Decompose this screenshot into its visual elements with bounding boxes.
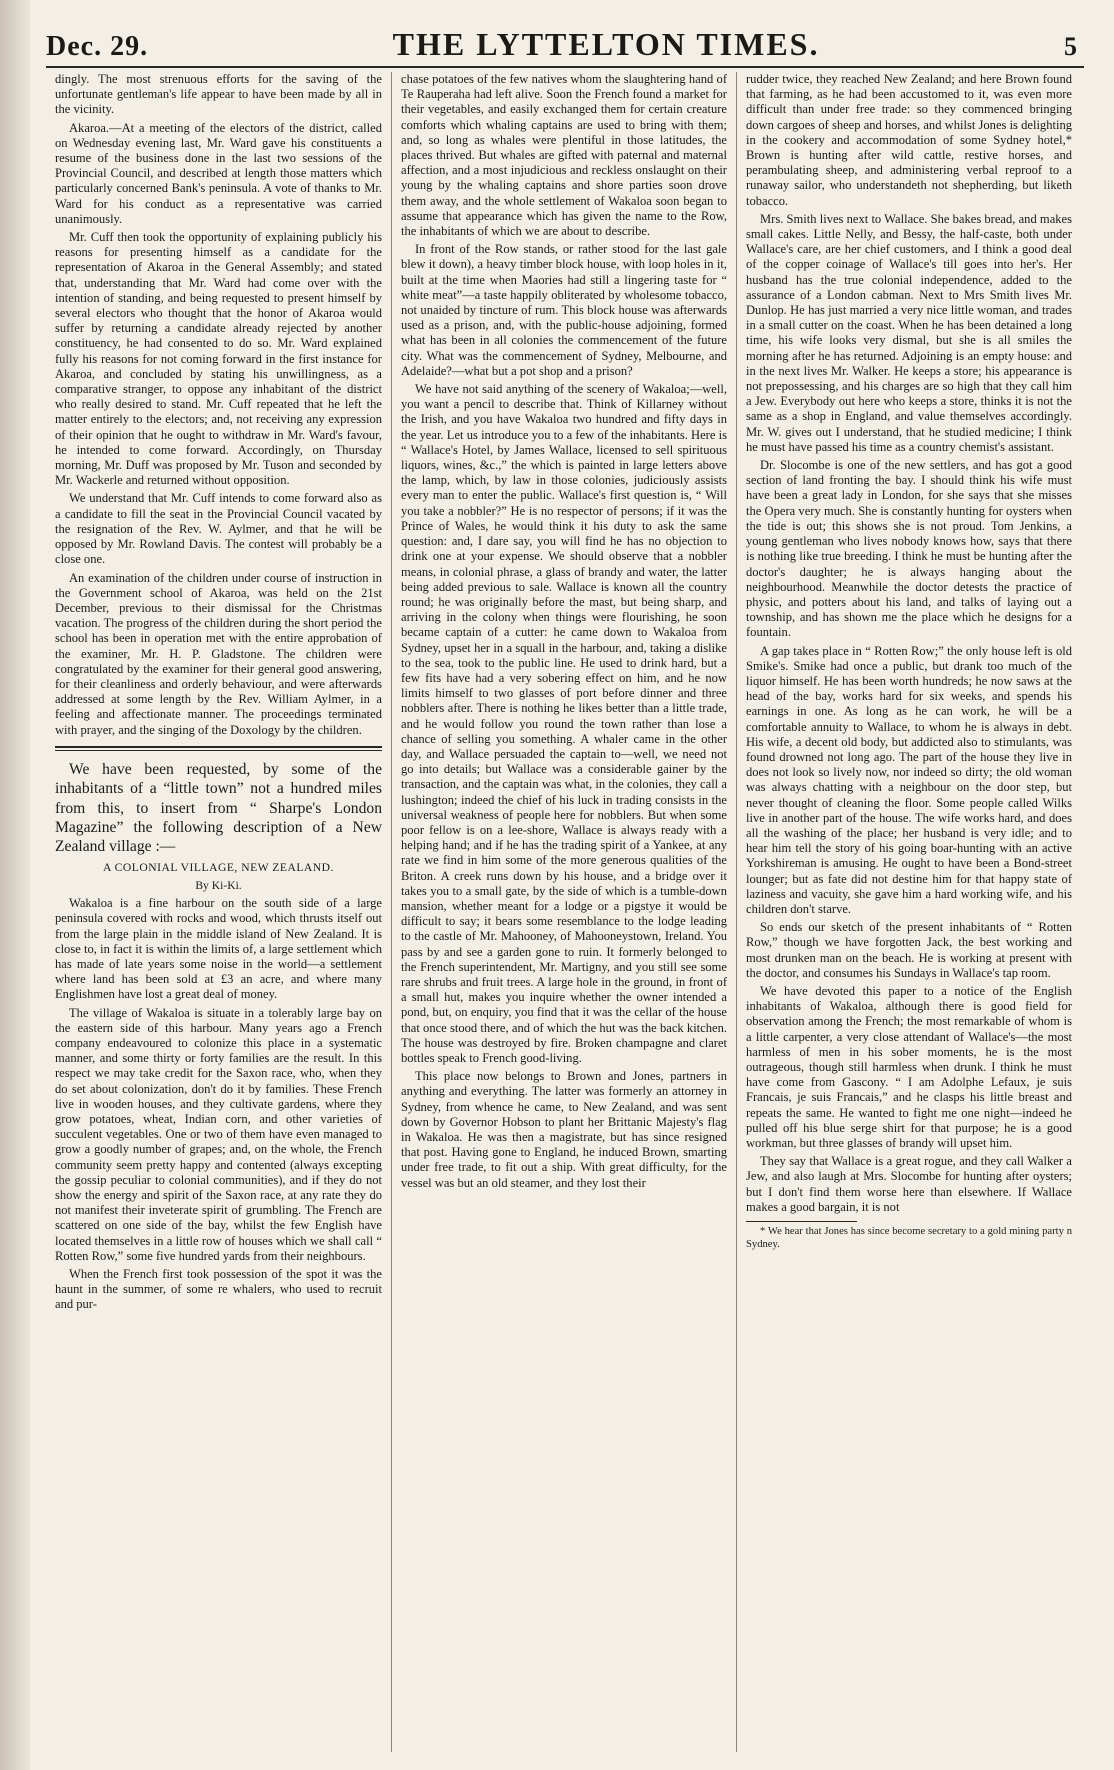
masthead: [46, 26, 1084, 68]
paragraph: rudder twice, they reached New Zealand; and here Brown found that farming, as he had been accustomed to it, was even more difficult than under free trade: so they commenced bringing down cargoes of sheep and horses, and whilst Jones is delighting in the cookery and accommodation of some Sydney hotel,* Brown is hunting after wild cattle, restive horses, and perambulating sheep, and administering verbal reproof to a runaway sailor, who understandeth not shepherding, but liketh tobacco.: [746, 72, 1072, 208]
footnote-rule: [746, 1221, 857, 1222]
column-3: [736, 72, 1081, 1752]
paragraph: They say that Wallace is a great rogue, and they call Walker a Jew, and also laugh at Mrs. Slocombe for hunting after oysters; but I don't find them worse here than elsewhere. If Wallace makes a good bargain, it is not: [746, 1154, 1072, 1214]
paragraph: This place now belongs to Brown and Jones, partners in anything and everything. The latter was formerly an attorney in Sydney, from whence he came, to New Zealand, and was sent down by Governor Hobson to plant her Brittanic Majesty's flag in Wakaloa. He was then a magistrate, but has since resigned that post. Having gone to England, he induced Brown, smarting under free trade, to fit out a ship. With great difficulty, for the vessel was but an old steamer, and they lost their: [401, 1069, 727, 1190]
paragraph: A gap takes place in “ Rotten Row;” the only house left is old Smike's. Smike had once a public, but drank too much of the liquor himself. He has been worth hundreds; he now saws at the head of the bay, works hard for six weeks, and spends his earnings in one. As long as he can work, he will be a comfortable annuity to Wallace, to whom he is always in debt. His wife, a decent old body, but addicted also to stimulants, was found drowned not long ago. The part of the house they live in does not look so lively now, nor indeed so dirty; the old woman was always chatting with a neighbour on the door step, but never thought of cleaning the floor. Some people called Wilks live in another part of the house. The wife works hard, and does all the washing of the place; her husband is very idle; and to hear him tell the story of his going boar-hunting with an active Yorkshireman is amusing. He ought to have been a Bond-street lounger; but as fate did not destine him for that happy state of laziness and vacuity, she gave him a hard working wife, and his children don't starve.: [746, 643, 1072, 916]
paragraph: Mrs. Smith lives next to Wallace. She bakes bread, and makes small cakes. Little Nelly, and Bessy, the half-caste, both under Wallace's care, are her chief customers, and I think a good deal of the copper coinage of Wallace's till goes into her's. Her husband has the true colonial independence, added to the assurance of a London cabman. Next to Mrs Smith lives Mr. Dunlop. He has just married a very nice little woman, and trades in a small cutter on the coast. When he has been detained a long time, his wife looks very dismal, but she is all smiles the morning after he has returned. Adjoining is an empty house: and in the next lives Mr. Walker. He keeps a store; his appearance is not prepossessing, and his charges are so high that they call him a Jew. Everybody out here who keeps a store, thinks it is not the same as a shop in England, and value themselves accordingly. Mr. W. gives out I understand, that he studied medicine; I think he must have passed his time as a country chemist's assistant.: [746, 211, 1072, 454]
binding-gutter: [0, 0, 30, 1770]
paragraph: Wakaloa is a fine harbour on the south side of a large peninsula covered with rocks and wood, which thrusts itself out from the large plain in the middle island of New Zealand. It is close to, in fact it is within the limits of, a large settlement which has made of late years some noise in the world—a settlement where land has been sold at £3 an acre, and where many Englishmen have lost a great deal of money.: [55, 896, 382, 1002]
paragraph: Dr. Slocombe is one of the new settlers, and has got a good section of land fronting the bay. I should think his wife must have been a great lady in London, for she says that she misses the Opera very much. She is constantly hunting for oysters when the tide is out; this shows she is not proud. Tom Jenkins, a young gentleman who lives nobody knows how, says that there is nothing like true breeding. I think he must be hunting after the doctor's daughter; he is always hanging about the neighbourhood. Meanwhile the doctor detests the practice of physic, and potters about his land, and talks of laying out a township, and has shown me the place which he designs for a fountain.: [746, 458, 1072, 640]
issue-date: Dec. 29.: [46, 31, 149, 62]
paragraph: Akaroa.—At a meeting of the electors of the district, called on Wednesday evening last, Mr. Ward gave his constituents a resume of the business done in the last two sessions of the Provincial Council, and described at length those matters which particularly concerned Bank's peninsula. A vote of thanks to Mr. Ward for his conduct as a representative was carried unanimously.: [55, 120, 382, 226]
paragraph: So ends our sketch of the present inhabitants of “ Rotten Row,” though we have forgotten Jack, the best working and most drunken man on the beach. He is working at present with the doctor, and consumes his Sundays in Wallace's tap room.: [746, 920, 1072, 980]
paragraph: We have not said anything of the scenery of Wakaloa;—well, you want a pencil to describe that. Think of Killarney without the Irish, and you have Wakaloa two hundred and fifty days in the year. Let us introduce you to a few of the inhabitants. Here is “ Wallace's Hotel, by James Wallace, licensed to sell spirituous liquors, wines, &c.,” the which is painted in large letters above the lamp, which, by law in those colonies, judiciously assists every man to enter the public. Wallace's first question is, “ Will you take a nobbler?” He is no respector of persons; if it was the Prince of Wales, he would think it his duty to ask the same question: and, I dare say, you will find he has no objection to drink one at your expense. We should observe that a nobbler means, in colonial phrase, a glass of brandy and water, the latter being added previous to sale. Wallace is known all the country round; he was originally before the mast, but being sharp, and arriving in the colony when things were flourishing, he soon became captain of a cutter: he came down to Wakaloa from Sydney, upset her in a squall in the harbour, and, taking a dislike to the sea, took to the public line. He used to drink hard, but a few fits have had a very sobering effect on him, and he now limits himself to two glasses of port before dinner and three nobblers after. There is nothing he likes better than a little trade, and he would follow you round the town rather than lose a chance of selling you something. A whaler came in the other day, and Wallace persuaded the captain to—well, we need not go into details; but Wallace was a considerable gainer by the transaction, and the captain was what, in the colonies, they call a lushington; indeed the chief of his luck in trading consists in the universal weakness of people here for nobblers. But when some poor fellow is on a lee-shore, Wallace is always ready with a helping hand; and if he has the trading spirit of a Yankee, at any rate we find in him some of the more generous qualities of the Briton. A creek runs down by his house, and a bridge over it takes you to a small gate, by the side of which is a tumble-down mansion, whether meant for a lodge or a pigstye it would be difficult to say; it bears some resemblance to the lodge leading to the castle of Mr. Mahooney, of Mahooneystown, Ireland. You pass by and see a garden gone to ruin. It formerly belonged to the French superintendent, Mr. Martigny, and you still see some rare shrubs and fruit trees. A large hole in the ground, in front of a small hut, makes you inquire whether the owner intended a pond, but, on enquiry, you find that it was the cellar of the house that once stood there, and of which the hut was the back kitchen. The house was destroyed by fire. Broken champagne and claret bottles speak to French good-living.: [401, 382, 727, 1065]
article-byline: By Ki-Ki.: [195, 878, 242, 892]
paragraph: We understand that Mr. Cuff intends to come forward also as a candidate to fill the seat in the Provincial Council vacated by the resignation of the Rev. W. Aylmer, and that he will be opposed by Mr. Rowland Davis. The contest will probably be a close one.: [55, 491, 382, 567]
page-number: 5: [1064, 32, 1078, 61]
paragraph: We have devoted this paper to a notice of the English inhabitants of Wakaloa, although there is good field for observation among the French; the most remarkable of whom is a little carpenter, a very close attendant of Wallace's—the most harmless of men in his sober moments, he is the most outrageous, though still harmless when drunk. I think he must have come from Gascony. “ I am Adolphe Lefaux, je suis Francais, je suis Francais,” and he clasps his little breast and repeats the same. He wanted to fight me one night—indeed he pulled off his blue serge shirt for that purpose; he is a good workman, but three glasses of brandy will upset him.: [746, 983, 1072, 1151]
paragraph: dingly. The most strenuous efforts for the saving of the unfortunate gentleman's life appear to have been made by all in the vicinity.: [55, 72, 382, 117]
newspaper-title: THE LYTTELTON TIMES.: [392, 26, 820, 62]
article-title: A COLONIAL VILLAGE, NEW ZEALAND.: [103, 860, 334, 874]
column-1: [46, 72, 391, 1752]
paragraph: The village of Wakaloa is situate in a tolerably large bay on the eastern side of this harbour. Many years ago a French company endeavoured to colonize this place in a systematic manner, and some thirty or forty families are the result. In this respect we may take credit for the Saxon race, who, when they do set about colonization, don't do it by families. These French live in wooden houses, and they cultivate gardens, where they grow potatoes, wheat, Indian corn, and other varieties of succulent vegetables. One or two of them have even managed to grow a goodly number of grapes; and, on the whole, the French community seem pretty happy and contented (always excepting the gossip peculiar to colonial communities), and if they do not show the energy and spirit of the Saxon race, at any rate they do not manifest their inveterate spirit of grumbling. The French are scattered on one side of the bay, whilst the few English have located themselves in a little row of houses which we shall call “ Rotten Row,” some five hundred yards from their neighbours.: [55, 1005, 382, 1263]
column-2: [391, 72, 736, 1752]
columns: [46, 72, 1084, 1752]
paragraph: Mr. Cuff then took the opportunity of explaining publicly his reasons for presenting himself as a candidate for the representation of Akaroa in the General Assembly; and stated that, understanding that Mr. Ward had come over with the intention of standing, and being requested to present himself by several electors who thought that the honor of Akaroa would suffer by returning a candidate already rejected by another constituency, he had consented to do so. Mr. Ward explained fully his reasons for not coming forward in the first instance for Akaroa, and concluded by stating his unwillingness, as a comparative stranger, to oppose any inhabitant of the district who really desired to stand. Mr. Cuff repeated that he left the matter entirely to the electors; and, not receiving any expression of their opinion that he ought to withdraw in Mr. Ward's favour, he intended to come forward. Accordingly, on Thursday morning, Mr. Duff was proposed by Mr. Tuson and seconded by Mr. Wackerle and returned without opposition.: [55, 230, 382, 488]
article-intro: We have been requested, by some of the inhabitants of a “little town” not a hundred miles from this, to insert from “ Sharpe's London Magazine” the following description of a New Zealand village :—: [55, 760, 382, 856]
footnote: * We hear that Jones has since become secretary to a gold mining party n Sydney.: [746, 1226, 1072, 1251]
paragraph: In front of the Row stands, or rather stood for the last gale blew it down), a heavy timber block house, with loop holes in it, built at the time when Maories had still a lingering taste for “ white meat”—a taste happily obliterated by wholesome tobacco, not unaided by tincture of rum. This block house was afterwards used as a prison, and, with the public-house adjoining, formed what has been in all colonies the commencement of the future city. What was the commencement of Sydney, Melbourne, and Adelaide?—what but a pot shop and a prison?: [401, 242, 727, 378]
paragraph: chase potatoes of the few natives whom the slaughtering hand of Te Rauperaha had left alive. Soon the French found a market for their vegetables, and easily exchanged them for certain creature comforts which whaling captains are used to bring with them; and, so long as whales were plentiful in those latitudes, the places thrived. But whales are gifted with paternal and maternal affection, and a most injudicious and reckless onslaught on their young by the whaling captains and shore parties soon drove them away, and the whole settlement of Wakaloa soon began to assume that appearance which has given the name to the Row, the inhabitants of which we are about to describe.: [401, 72, 727, 239]
section-divider: [55, 746, 382, 751]
paragraph: An examination of the children under course of instruction in the Government school of Akaroa, was held on the 21st December, previous to their dismissal for the Christmas vacation. The progress of the children during the short period the school has been in operation met with the entire approbation of the examiner, Mr. H. P. Gladstone. The children were congratulated by the examiner for their general good answering, for their cleanliness and orderly behaviour, and were afterwards addressed at some length by the Rev. William Aylmer, in a feeling and affectionate manner. The proceedings terminated with prayer, and the singing of the Doxology by the children.: [55, 570, 382, 737]
paragraph: When the French first took possession of the spot it was the haunt in the summer, of some re whalers, who used to recruit and pur-: [55, 1267, 382, 1312]
